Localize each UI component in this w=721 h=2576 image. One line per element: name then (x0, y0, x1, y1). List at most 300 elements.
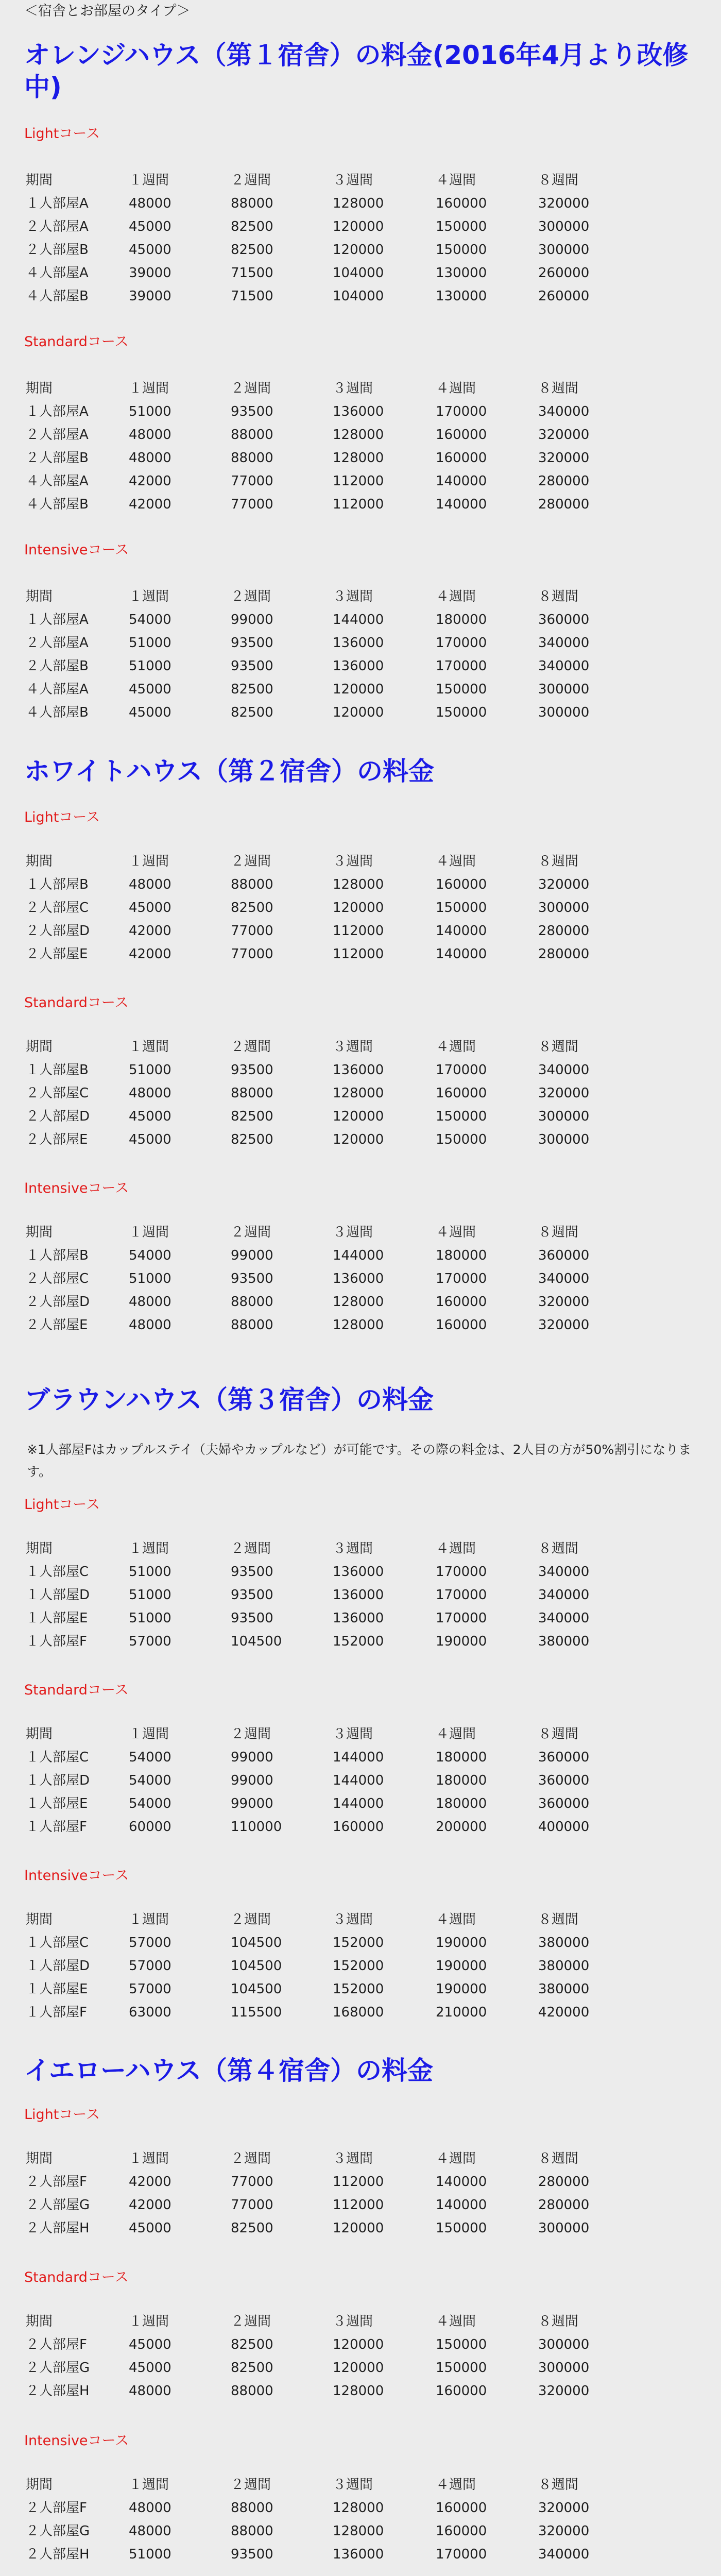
price-cell: 39000 (129, 289, 171, 304)
price-cell: 57000 (129, 1958, 171, 1974)
table-row (0, 920, 721, 943)
table-header-cell: ２週間 (231, 854, 271, 869)
room-type-cell: ４人部屋A (26, 682, 89, 697)
price-cell: 88000 (231, 1294, 273, 1310)
price-cell: 45000 (129, 2360, 171, 2376)
room-type-cell: ２人部屋E (26, 946, 88, 962)
price-cell: 300000 (538, 2221, 590, 2236)
price-cell: 150000 (436, 2221, 487, 2236)
table-header-cell: 期間 (26, 854, 53, 869)
price-cell: 51000 (129, 404, 171, 419)
price-cell: 82500 (231, 1109, 273, 1124)
course-title: Intensiveコース (24, 1868, 129, 1884)
table-row (0, 1931, 721, 1955)
table-header-cell: 期間 (26, 2477, 53, 2493)
room-type-cell: ２人部屋E (26, 1317, 88, 1333)
table-row (0, 655, 721, 678)
table-header-cell: 期間 (26, 381, 53, 396)
price-cell: 60000 (129, 1819, 171, 1835)
price-cell: 120000 (333, 1132, 384, 1147)
table-header-cell: ８週間 (538, 1541, 579, 1556)
room-type-cell: １人部屋A (26, 196, 89, 211)
price-cell: 128000 (333, 450, 384, 466)
table-row (0, 1267, 721, 1291)
room-type-cell: ４人部屋B (26, 705, 89, 720)
price-cell: 140000 (436, 923, 487, 939)
room-type-cell: １人部屋B (26, 1248, 89, 1263)
price-cell: 170000 (436, 1611, 487, 1626)
table-row (0, 1746, 721, 1769)
price-cell: 120000 (333, 705, 384, 720)
table-header-cell: １週間 (129, 1225, 169, 1240)
price-cell: 77000 (231, 2174, 273, 2190)
price-cell: 190000 (436, 1981, 487, 1997)
table-header-cell: ３週間 (333, 381, 373, 396)
table-header-cell: １週間 (129, 2151, 169, 2166)
table-row (0, 2543, 721, 2566)
table-header-cell: ４週間 (436, 2477, 476, 2493)
price-cell: 48000 (129, 2523, 171, 2539)
price-cell: 128000 (333, 2523, 384, 2539)
price-cell: 150000 (436, 682, 487, 697)
room-type-cell: ２人部屋H (26, 2383, 90, 2399)
price-cell: 300000 (538, 705, 590, 720)
room-type-cell: ４人部屋B (26, 497, 89, 512)
table-row (0, 192, 721, 215)
price-cell: 51000 (129, 1564, 171, 1580)
table-header-cell: 期間 (26, 589, 53, 604)
price-cell: 300000 (538, 1109, 590, 1124)
room-type-cell: ２人部屋G (26, 2360, 90, 2376)
room-type-cell: ２人部屋F (26, 2337, 87, 2352)
table-header-cell: ８週間 (538, 381, 579, 396)
table-header-cell: ２週間 (231, 1912, 271, 1927)
price-cell: 48000 (129, 450, 171, 466)
price-cell: 82500 (231, 705, 273, 720)
price-cell: 152000 (333, 1958, 384, 1974)
price-cell: 150000 (436, 900, 487, 916)
house-title-line: オレンジハウス（第１宿舎）の料金(2016年4月より改修 (24, 40, 689, 70)
table-header-cell: １週間 (129, 2477, 169, 2493)
price-cell: 340000 (538, 658, 590, 674)
room-type-cell: ４人部屋A (26, 265, 89, 281)
table-header-cell: ３週間 (333, 1225, 373, 1240)
table-header-cell: １週間 (129, 854, 169, 869)
table-row (0, 423, 721, 447)
price-cell: 88000 (231, 450, 273, 466)
table-header-cell: １週間 (129, 173, 169, 188)
table-header-cell: １週間 (129, 1039, 169, 1055)
price-cell: 160000 (436, 2523, 487, 2539)
table-header-cell: ４週間 (436, 1039, 476, 1055)
course-title: Intensiveコース (24, 542, 129, 558)
price-cell: 88000 (231, 427, 273, 443)
table-row (0, 873, 721, 896)
price-cell: 93500 (231, 658, 273, 674)
price-cell: 82500 (231, 2221, 273, 2236)
table-row (0, 2520, 721, 2543)
price-cell: 340000 (538, 2547, 590, 2562)
price-cell: 128000 (333, 1317, 384, 1333)
table-header-cell: ２週間 (231, 1225, 271, 1240)
table-header-cell: ２週間 (231, 2477, 271, 2493)
price-cell: 170000 (436, 1587, 487, 1603)
price-cell: 136000 (333, 1062, 384, 1078)
price-cell: 360000 (538, 1248, 590, 1263)
price-cell: 150000 (436, 705, 487, 720)
table-row (0, 1584, 721, 1607)
price-cell: 48000 (129, 2383, 171, 2399)
table-header-row (0, 169, 721, 192)
table-header-row (0, 1221, 721, 1244)
table-header-cell: ４週間 (436, 1912, 476, 1927)
price-cell: 160000 (436, 2383, 487, 2399)
table-header-cell: 期間 (26, 1541, 53, 1556)
room-type-cell: １人部屋A (26, 612, 89, 628)
price-cell: 160000 (333, 1819, 384, 1835)
price-cell: 48000 (129, 427, 171, 443)
price-cell: 115500 (231, 2005, 282, 2020)
table-header-cell: １週間 (129, 589, 169, 604)
table-row (0, 632, 721, 655)
room-type-cell: １人部屋B (26, 1062, 89, 1078)
table-row (0, 215, 721, 239)
price-cell: 54000 (129, 1796, 171, 1811)
room-type-cell: ２人部屋B (26, 242, 89, 258)
table-header-row (0, 2473, 721, 2497)
table-header-cell: ３週間 (333, 2477, 373, 2493)
price-cell: 110000 (231, 1819, 282, 1835)
table-header-cell: １週間 (129, 1912, 169, 1927)
price-cell: 93500 (231, 404, 273, 419)
price-cell: 380000 (538, 1935, 590, 1951)
price-cell: 104000 (333, 289, 384, 304)
price-cell: 340000 (538, 635, 590, 651)
price-cell: 340000 (538, 1587, 590, 1603)
price-cell: 82500 (231, 242, 273, 258)
table-row (0, 262, 721, 285)
room-type-cell: ２人部屋D (26, 923, 90, 939)
price-cell: 128000 (333, 427, 384, 443)
table-header-cell: ３週間 (333, 1912, 373, 1927)
price-cell: 112000 (333, 946, 384, 962)
table-row (0, 1059, 721, 1082)
price-cell: 42000 (129, 2197, 171, 2213)
price-cell: 144000 (333, 1773, 384, 1788)
price-cell: 51000 (129, 658, 171, 674)
room-type-cell: １人部屋D (26, 1958, 90, 1974)
price-cell: 120000 (333, 1109, 384, 1124)
price-cell: 112000 (333, 2174, 384, 2190)
price-cell: 360000 (538, 1773, 590, 1788)
price-cell: 51000 (129, 1271, 171, 1286)
price-cell: 360000 (538, 1750, 590, 1765)
price-cell: 112000 (333, 923, 384, 939)
price-cell: 140000 (436, 2174, 487, 2190)
table-row (0, 400, 721, 423)
table-header-row (0, 1537, 721, 1561)
room-type-cell: １人部屋D (26, 1587, 90, 1603)
price-cell: 130000 (436, 289, 487, 304)
price-cell: 170000 (436, 404, 487, 419)
table-row (0, 1816, 721, 1839)
price-cell: 280000 (538, 2197, 590, 2213)
table-header-cell: 期間 (26, 2314, 53, 2329)
price-cell: 93500 (231, 2547, 273, 2562)
price-cell: 360000 (538, 1796, 590, 1811)
price-cell: 170000 (436, 635, 487, 651)
table-header-row (0, 585, 721, 608)
price-cell: 128000 (333, 196, 384, 211)
course-title: Lightコース (24, 809, 100, 825)
table-header-cell: ３週間 (333, 854, 373, 869)
price-cell: 120000 (333, 682, 384, 697)
price-cell: 320000 (538, 450, 590, 466)
room-type-cell: １人部屋B (26, 877, 89, 892)
price-cell: 170000 (436, 1564, 487, 1580)
price-cell: 420000 (538, 2005, 590, 2020)
price-cell: 54000 (129, 1750, 171, 1765)
house-note: ※1人部屋Fはカップルステイ（夫婦やカップルなど）が可能です。その際の料金は、2人目の方が50%割引になります。 (27, 1442, 692, 1479)
price-cell: 180000 (436, 1750, 487, 1765)
price-cell: 48000 (129, 1294, 171, 1310)
table-header-cell: ３週間 (333, 1039, 373, 1055)
price-cell: 340000 (538, 1271, 590, 1286)
table-row (0, 2001, 721, 2024)
price-cell: 45000 (129, 682, 171, 697)
price-cell: 320000 (538, 1294, 590, 1310)
price-cell: 160000 (436, 427, 487, 443)
room-type-cell: １人部屋C (26, 1750, 89, 1765)
house-title-line: 中) (24, 72, 62, 102)
table-row (0, 2380, 721, 2403)
table-header-cell: ３週間 (333, 2151, 373, 2166)
course-title: Lightコース (24, 2107, 100, 2123)
table-row (0, 1244, 721, 1267)
table-row (0, 1561, 721, 1584)
price-cell: 45000 (129, 1132, 171, 1147)
room-type-cell: １人部屋E (26, 1981, 88, 1997)
table-header-cell: １週間 (129, 1726, 169, 1742)
price-cell: 48000 (129, 2500, 171, 2516)
price-cell: 104500 (231, 1981, 282, 1997)
table-row (0, 1955, 721, 1978)
table-header-row (0, 1723, 721, 1746)
price-cell: 280000 (538, 946, 590, 962)
price-cell: 99000 (231, 1750, 273, 1765)
table-row (0, 608, 721, 632)
price-cell: 42000 (129, 923, 171, 939)
table-header-cell: 期間 (26, 1039, 53, 1055)
price-cell: 150000 (436, 2337, 487, 2352)
price-cell: 360000 (538, 612, 590, 628)
price-cell: 120000 (333, 900, 384, 916)
price-cell: 168000 (333, 2005, 384, 2020)
price-cell: 170000 (436, 1062, 487, 1078)
price-cell: 104500 (231, 1935, 282, 1951)
price-cell: 77000 (231, 2197, 273, 2213)
price-cell: 112000 (333, 473, 384, 489)
table-header-row (0, 2310, 721, 2333)
price-cell: 88000 (231, 877, 273, 892)
room-type-cell: ２人部屋E (26, 1132, 88, 1147)
table-row (0, 678, 721, 701)
price-cell: 340000 (538, 1062, 590, 1078)
price-cell: 93500 (231, 1611, 273, 1626)
table-header-cell: 期間 (26, 2151, 53, 2166)
table-header-cell: ８週間 (538, 854, 579, 869)
table-header-cell: ４週間 (436, 854, 476, 869)
price-cell: 45000 (129, 2221, 171, 2236)
price-cell: 77000 (231, 473, 273, 489)
table-header-cell: 期間 (26, 1225, 53, 1240)
price-cell: 136000 (333, 658, 384, 674)
price-cell: 51000 (129, 2547, 171, 2562)
price-cell: 144000 (333, 1796, 384, 1811)
room-type-cell: ２人部屋B (26, 658, 89, 674)
price-cell: 42000 (129, 497, 171, 512)
table-row (0, 2194, 721, 2217)
price-cell: 77000 (231, 497, 273, 512)
table-row (0, 1082, 721, 1105)
price-cell: 300000 (538, 219, 590, 234)
price-cell: 150000 (436, 242, 487, 258)
table-row (0, 2497, 721, 2520)
price-cell: 150000 (436, 219, 487, 234)
price-cell: 57000 (129, 1935, 171, 1951)
price-cell: 42000 (129, 473, 171, 489)
price-cell: 160000 (436, 2500, 487, 2516)
price-cell: 54000 (129, 1773, 171, 1788)
price-cell: 300000 (538, 2360, 590, 2376)
price-cell: 190000 (436, 1958, 487, 1974)
price-cell: 130000 (436, 265, 487, 281)
price-cell: 160000 (436, 450, 487, 466)
room-type-cell: １人部屋C (26, 1935, 89, 1951)
table-header-cell: ８週間 (538, 1225, 579, 1240)
room-type-cell: １人部屋E (26, 1796, 88, 1811)
price-cell: 45000 (129, 1109, 171, 1124)
room-type-cell: １人部屋D (26, 1773, 90, 1788)
table-header-cell: ２週間 (231, 381, 271, 396)
house-title (24, 1384, 704, 1416)
price-cell: 45000 (129, 900, 171, 916)
table-header-cell: ８週間 (538, 1912, 579, 1927)
price-cell: 170000 (436, 658, 487, 674)
price-cell: 120000 (333, 219, 384, 234)
price-cell: 180000 (436, 1773, 487, 1788)
price-cell: 51000 (129, 1062, 171, 1078)
price-cell: 136000 (333, 404, 384, 419)
price-cell: 48000 (129, 1317, 171, 1333)
price-cell: 136000 (333, 1611, 384, 1626)
price-cell: 112000 (333, 497, 384, 512)
table-row (0, 2217, 721, 2240)
price-cell: 99000 (231, 1796, 273, 1811)
course-title: Lightコース (24, 1497, 100, 1513)
price-cell: 51000 (129, 635, 171, 651)
room-type-cell: ２人部屋F (26, 2500, 87, 2516)
table-header-cell: １週間 (129, 1541, 169, 1556)
table-row (0, 1769, 721, 1792)
price-cell: 380000 (538, 1634, 590, 1649)
room-type-cell: ２人部屋D (26, 1109, 90, 1124)
table-header-cell: 期間 (26, 173, 53, 188)
table-header-row (0, 850, 721, 873)
price-cell: 99000 (231, 612, 273, 628)
table-header-cell: ２週間 (231, 1726, 271, 1742)
table-header-cell: ４週間 (436, 173, 476, 188)
price-cell: 93500 (231, 1587, 273, 1603)
table-header-cell: ４週間 (436, 1541, 476, 1556)
table-header-cell: ３週間 (333, 1541, 373, 1556)
price-cell: 260000 (538, 265, 590, 281)
price-cell: 180000 (436, 1796, 487, 1811)
price-cell: 77000 (231, 923, 273, 939)
table-header-cell: ８週間 (538, 2151, 579, 2166)
table-row (0, 943, 721, 966)
table-row (0, 1607, 721, 1630)
table-row (0, 470, 721, 493)
table-row (0, 2171, 721, 2194)
price-cell: 170000 (436, 2547, 487, 2562)
price-cell: 144000 (333, 612, 384, 628)
price-cell: 120000 (333, 242, 384, 258)
table-header-cell: ４週間 (436, 1225, 476, 1240)
price-cell: 150000 (436, 1132, 487, 1147)
price-cell: 320000 (538, 427, 590, 443)
table-header-cell: ３週間 (333, 589, 373, 604)
course-title: Standardコース (24, 995, 129, 1011)
table-row (0, 493, 721, 516)
price-cell: 320000 (538, 877, 590, 892)
house-title (24, 39, 704, 103)
price-cell: 136000 (333, 635, 384, 651)
price-cell: 77000 (231, 946, 273, 962)
price-cell: 88000 (231, 1086, 273, 1101)
price-cell: 200000 (436, 1819, 487, 1835)
price-cell: 51000 (129, 1587, 171, 1603)
price-cell: 136000 (333, 2547, 384, 2562)
price-cell: 190000 (436, 1935, 487, 1951)
price-cell: 93500 (231, 635, 273, 651)
price-cell: 88000 (231, 2383, 273, 2399)
house-title-line: ホワイトハウス（第２宿舎）の料金 (24, 756, 434, 786)
table-row (0, 1105, 721, 1128)
price-cell: 63000 (129, 2005, 171, 2020)
price-cell: 320000 (538, 1317, 590, 1333)
table-header-cell: ８週間 (538, 1726, 579, 1742)
room-type-cell: １人部屋A (26, 404, 89, 419)
course-title: Lightコース (24, 126, 100, 142)
price-cell: 300000 (538, 1132, 590, 1147)
room-type-cell: ２人部屋F (26, 2174, 87, 2190)
room-type-cell: ２人部屋C (26, 900, 89, 916)
table-row (0, 2357, 721, 2380)
table-header-cell: ２週間 (231, 1039, 271, 1055)
price-cell: 140000 (436, 473, 487, 489)
table-row (0, 1314, 721, 1337)
price-cell: 280000 (538, 497, 590, 512)
price-cell: 45000 (129, 705, 171, 720)
table-header-cell: 期間 (26, 1726, 53, 1742)
table-row (0, 1792, 721, 1816)
price-cell: 150000 (436, 2360, 487, 2376)
price-cell: 82500 (231, 900, 273, 916)
price-cell: 380000 (538, 1958, 590, 1974)
price-cell: 104000 (333, 265, 384, 281)
price-cell: 88000 (231, 2523, 273, 2539)
